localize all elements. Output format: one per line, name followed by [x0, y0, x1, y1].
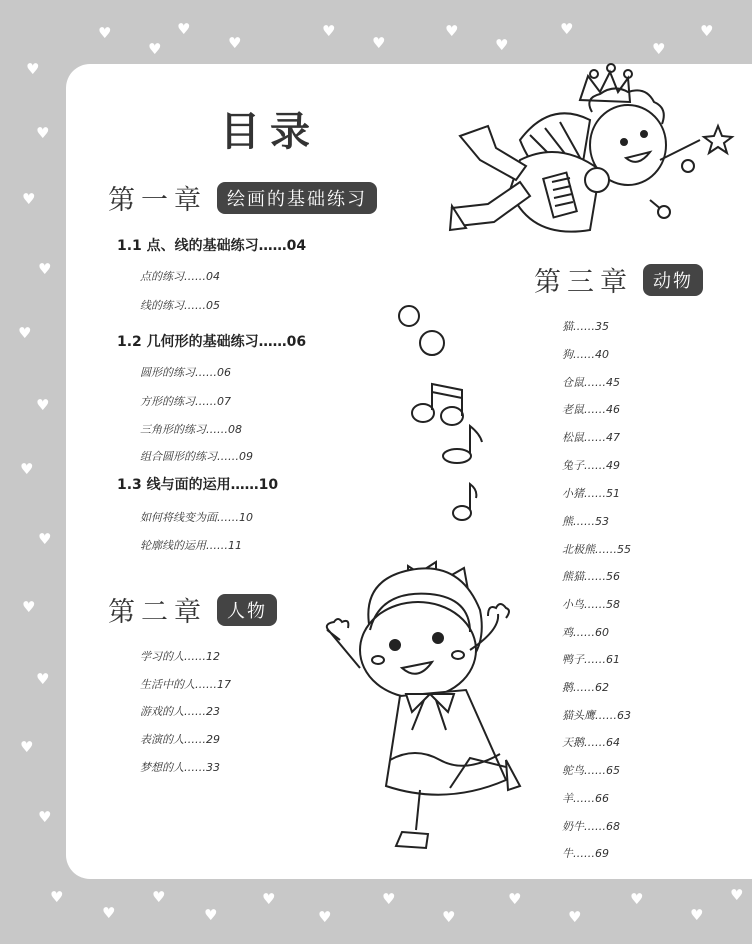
heart-icon: ♥ — [38, 808, 52, 826]
toc-entry: 鸵鸟……65 — [562, 764, 620, 777]
chapter-3-header — [534, 260, 703, 299]
toc-entry: 如何将线变为面……10 — [140, 511, 253, 524]
toc-entry: 奶牛……68 — [562, 820, 620, 833]
toc-entry: 狗……40 — [562, 348, 609, 361]
chapter-2-header — [108, 590, 277, 629]
heart-icon: ♥ — [36, 124, 50, 142]
heart-icon: ♥ — [152, 888, 166, 906]
toc-entry: 点的练习……04 — [140, 270, 220, 283]
music-notes-illustration — [399, 306, 482, 520]
toc-entry: 猫……35 — [562, 320, 609, 333]
heart-icon: ♥ — [445, 22, 459, 40]
heart-icon: ♥ — [700, 22, 714, 40]
toc-entry: 表演的人……29 — [140, 733, 220, 746]
heart-icon: ♥ — [98, 24, 112, 42]
heart-icon: ♥ — [568, 908, 582, 926]
chapter-1-header — [108, 178, 377, 217]
toc-entry: 线的练习……05 — [140, 299, 220, 312]
chapter-2-name: 第二章 — [108, 597, 207, 628]
heart-icon: ♥ — [20, 738, 34, 756]
toc-entry: 鸭子……61 — [562, 653, 620, 666]
section-1-3-heading: 1.3 线与面的运用……10 — [117, 477, 279, 493]
heart-icon: ♥ — [318, 908, 332, 926]
heart-icon: ♥ — [495, 36, 509, 54]
heart-icon: ♥ — [36, 670, 50, 688]
heart-icon: ♥ — [22, 190, 36, 208]
heart-icon: ♥ — [652, 40, 666, 58]
heart-icon: ♥ — [442, 908, 456, 926]
chapter-3-name: 第三章 — [534, 267, 633, 298]
toc-entry: 天鹅……64 — [562, 736, 620, 749]
toc-entry: 方形的练习……07 — [140, 395, 231, 408]
heart-icon: ♥ — [102, 904, 116, 922]
heart-icon: ♥ — [262, 890, 276, 908]
toc-entry: 熊……53 — [562, 515, 609, 528]
heart-icon: ♥ — [372, 34, 386, 52]
chapter-1-name: 第一章 — [108, 185, 207, 216]
heart-icon: ♥ — [22, 598, 36, 616]
toc-entry: 老鼠……46 — [562, 403, 620, 416]
toc-entry: 梦想的人……33 — [140, 761, 220, 774]
heart-icon: ♥ — [50, 888, 64, 906]
heart-icon: ♥ — [630, 890, 644, 908]
chapter-3-tag: 动物 — [643, 264, 703, 296]
toc-entry: 鸡……60 — [562, 626, 609, 639]
toc-entry: 组合圆形的练习……09 — [140, 450, 253, 463]
toc-entry: 学习的人……12 — [140, 650, 220, 663]
heart-icon: ♥ — [38, 260, 52, 278]
heart-icon: ♥ — [18, 324, 32, 342]
heart-icon: ♥ — [26, 60, 40, 78]
toc-entry: 三角形的练习……08 — [140, 423, 242, 436]
heart-icon: ♥ — [20, 460, 34, 478]
chapter-2-tag: 人物 — [217, 594, 277, 626]
toc-entry: 圆形的练习……06 — [140, 366, 231, 379]
page-title: 目录 — [220, 109, 320, 155]
toc-entry: 松鼠……47 — [562, 431, 620, 444]
heart-icon: ♥ — [36, 396, 50, 414]
toc-entry: 仓鼠……45 — [562, 376, 620, 389]
chapter-1-tag: 绘画的基础练习 — [217, 182, 377, 214]
toc-entry: 小鸟……58 — [562, 598, 620, 611]
toc-entry: 北极熊……55 — [562, 543, 631, 556]
heart-icon: ♥ — [177, 20, 191, 38]
heart-icon: ♥ — [560, 20, 574, 38]
heart-icon: ♥ — [730, 886, 744, 904]
section-1-1-heading: 1.1 点、线的基础练习……04 — [117, 238, 307, 254]
heart-icon: ♥ — [148, 40, 162, 58]
section-1-2-heading: 1.2 几何形的基础练习……06 — [117, 334, 307, 350]
heart-icon: ♥ — [690, 906, 704, 924]
toc-entry: 羊……66 — [562, 792, 609, 805]
fairy-illustration — [450, 64, 732, 232]
toc-entry: 熊猫……56 — [562, 570, 620, 583]
heart-icon: ♥ — [382, 890, 396, 908]
toc-entry: 牛……69 — [562, 847, 609, 860]
heart-icon: ♥ — [204, 906, 218, 924]
heart-icon: ♥ — [322, 22, 336, 40]
toc-entry: 生活中的人……17 — [140, 678, 231, 691]
toc-entry: 轮廓线的运用……11 — [140, 539, 242, 552]
toc-entry: 猫头鹰……63 — [562, 709, 631, 722]
girl-illustration — [327, 562, 520, 848]
toc-entry: 游戏的人……23 — [140, 705, 220, 718]
heart-icon: ♥ — [508, 890, 522, 908]
heart-icon: ♥ — [228, 34, 242, 52]
toc-entry: 兔子……49 — [562, 459, 620, 472]
heart-icon: ♥ — [38, 530, 52, 548]
toc-entry: 小猪……51 — [562, 487, 620, 500]
toc-entry: 鹅……62 — [562, 681, 609, 694]
